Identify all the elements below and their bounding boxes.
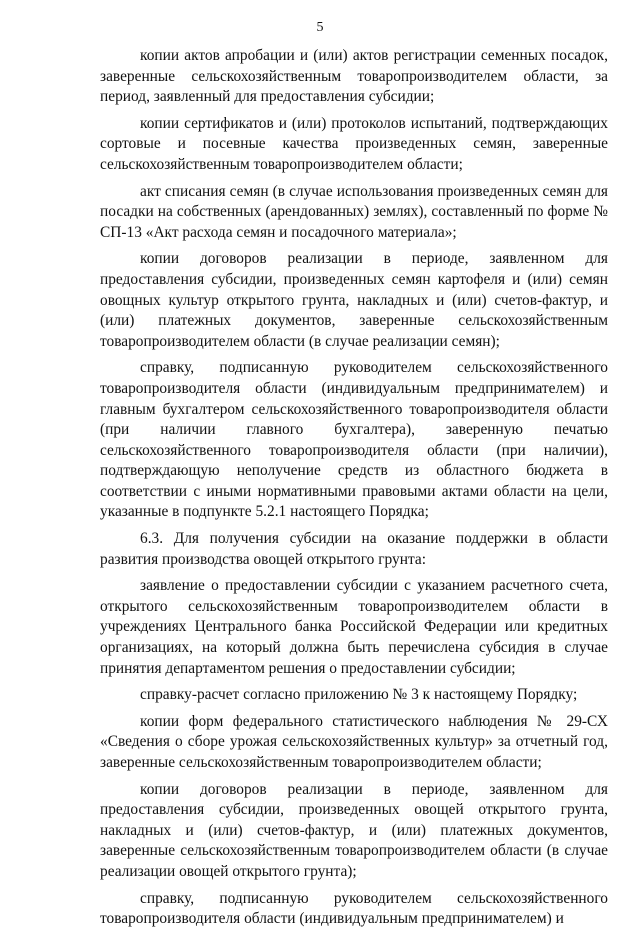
paragraph-section-6-3: 6.3. Для получения субсидии на оказание поддержки в области развития производства овощей открытого грунта: [100,530,608,568]
paragraph-non-receipt-certificate: справку, подписанную руководителем сельскохозяйственного товаропроизводителя области (индивидуальным предпринимателем) и главным бухгалтером сельскохозяйственного товаропроизводителя области (при наличии главного бухгалтера), заверенную печатью сельскохозяйственного товаропроизводителя области (при наличии), подтверждающую неполучение средств из областного бюджета в соответствии с иными нормативными правовыми актами области на цели, указанные в подпункте 5.2.1 настоящего Порядка; [100,359,608,521]
paragraph-statistical-forms: копии форм федерального статистического наблюдения № 29-СХ «Сведения о сборе урожая сельскохозяйственных культур» за отчетный год, заверенные сельскохозяйственным товаропроизводителем области; [100,712,608,771]
paragraph-seed-sales-contracts: копии договоров реализации в периоде, заявленном для предоставления субсидии, произведенных семян картофеля и (или) семян овощных культур открытого грунта, накладных и (или) счетов-фактур, и (или) платежных документов, заверенные сельскохозяйственным товаропроизводителем области (в случае реализации семян); [100,250,608,350]
paragraph-vegetable-sales-contracts: копии договоров реализации в периоде, заявленном для предоставления субсидии, произведенных овощей открытого грунта, накладных и (или) счетов-фактур, и (или) платежных документов, заверенные сельскохозяйственным товаропроизводителем области (в случае реализации овощей открытого грунта); [100,780,608,880]
paragraph-signed-certificate: справку, подписанную руководителем сельскохозяйственного товаропроизводителя области (индивидуальным предпринимателем) и [100,889,608,928]
paragraph-subsidy-application: заявление о предоставлении субсидии с указанием расчетного счета, открытого сельскохозяйственным товаропроизводителем области в учреждениях Центрального банка Российской Федерации или кредитных организациях, на который должна быть перечислена субсидия в случае принятия департаментом решения о предоставлении субсидии; [100,577,608,677]
page-number: 5 [316,20,324,35]
paragraph-calculation-certificate: справку-расчет согласно приложению № 3 к настоящему Порядку; [140,686,578,704]
document-body [100,46,608,930]
paragraph-seed-writeoff-act: акт списания семян (в случае использования произведенных семян для посадки на собственных (арендованных) землях), составленный по форме № СП-13 «Акт расхода семян и посадочного материала»; [100,182,608,241]
paragraph-seed-certificates: копии сертификатов и (или) протоколов испытаний, подтверждающих сортовые и посевные качества произведенных семян, заверенные сельскохозяйственным товаропроизводителем области; [100,114,608,173]
paragraph-seed-approbation: копии актов апробации и (или) актов регистрации семенных посадок, заверенные сельскохозяйственным товаропроизводителем области, за период, заявленный для предоставления субсидии; [100,47,608,106]
